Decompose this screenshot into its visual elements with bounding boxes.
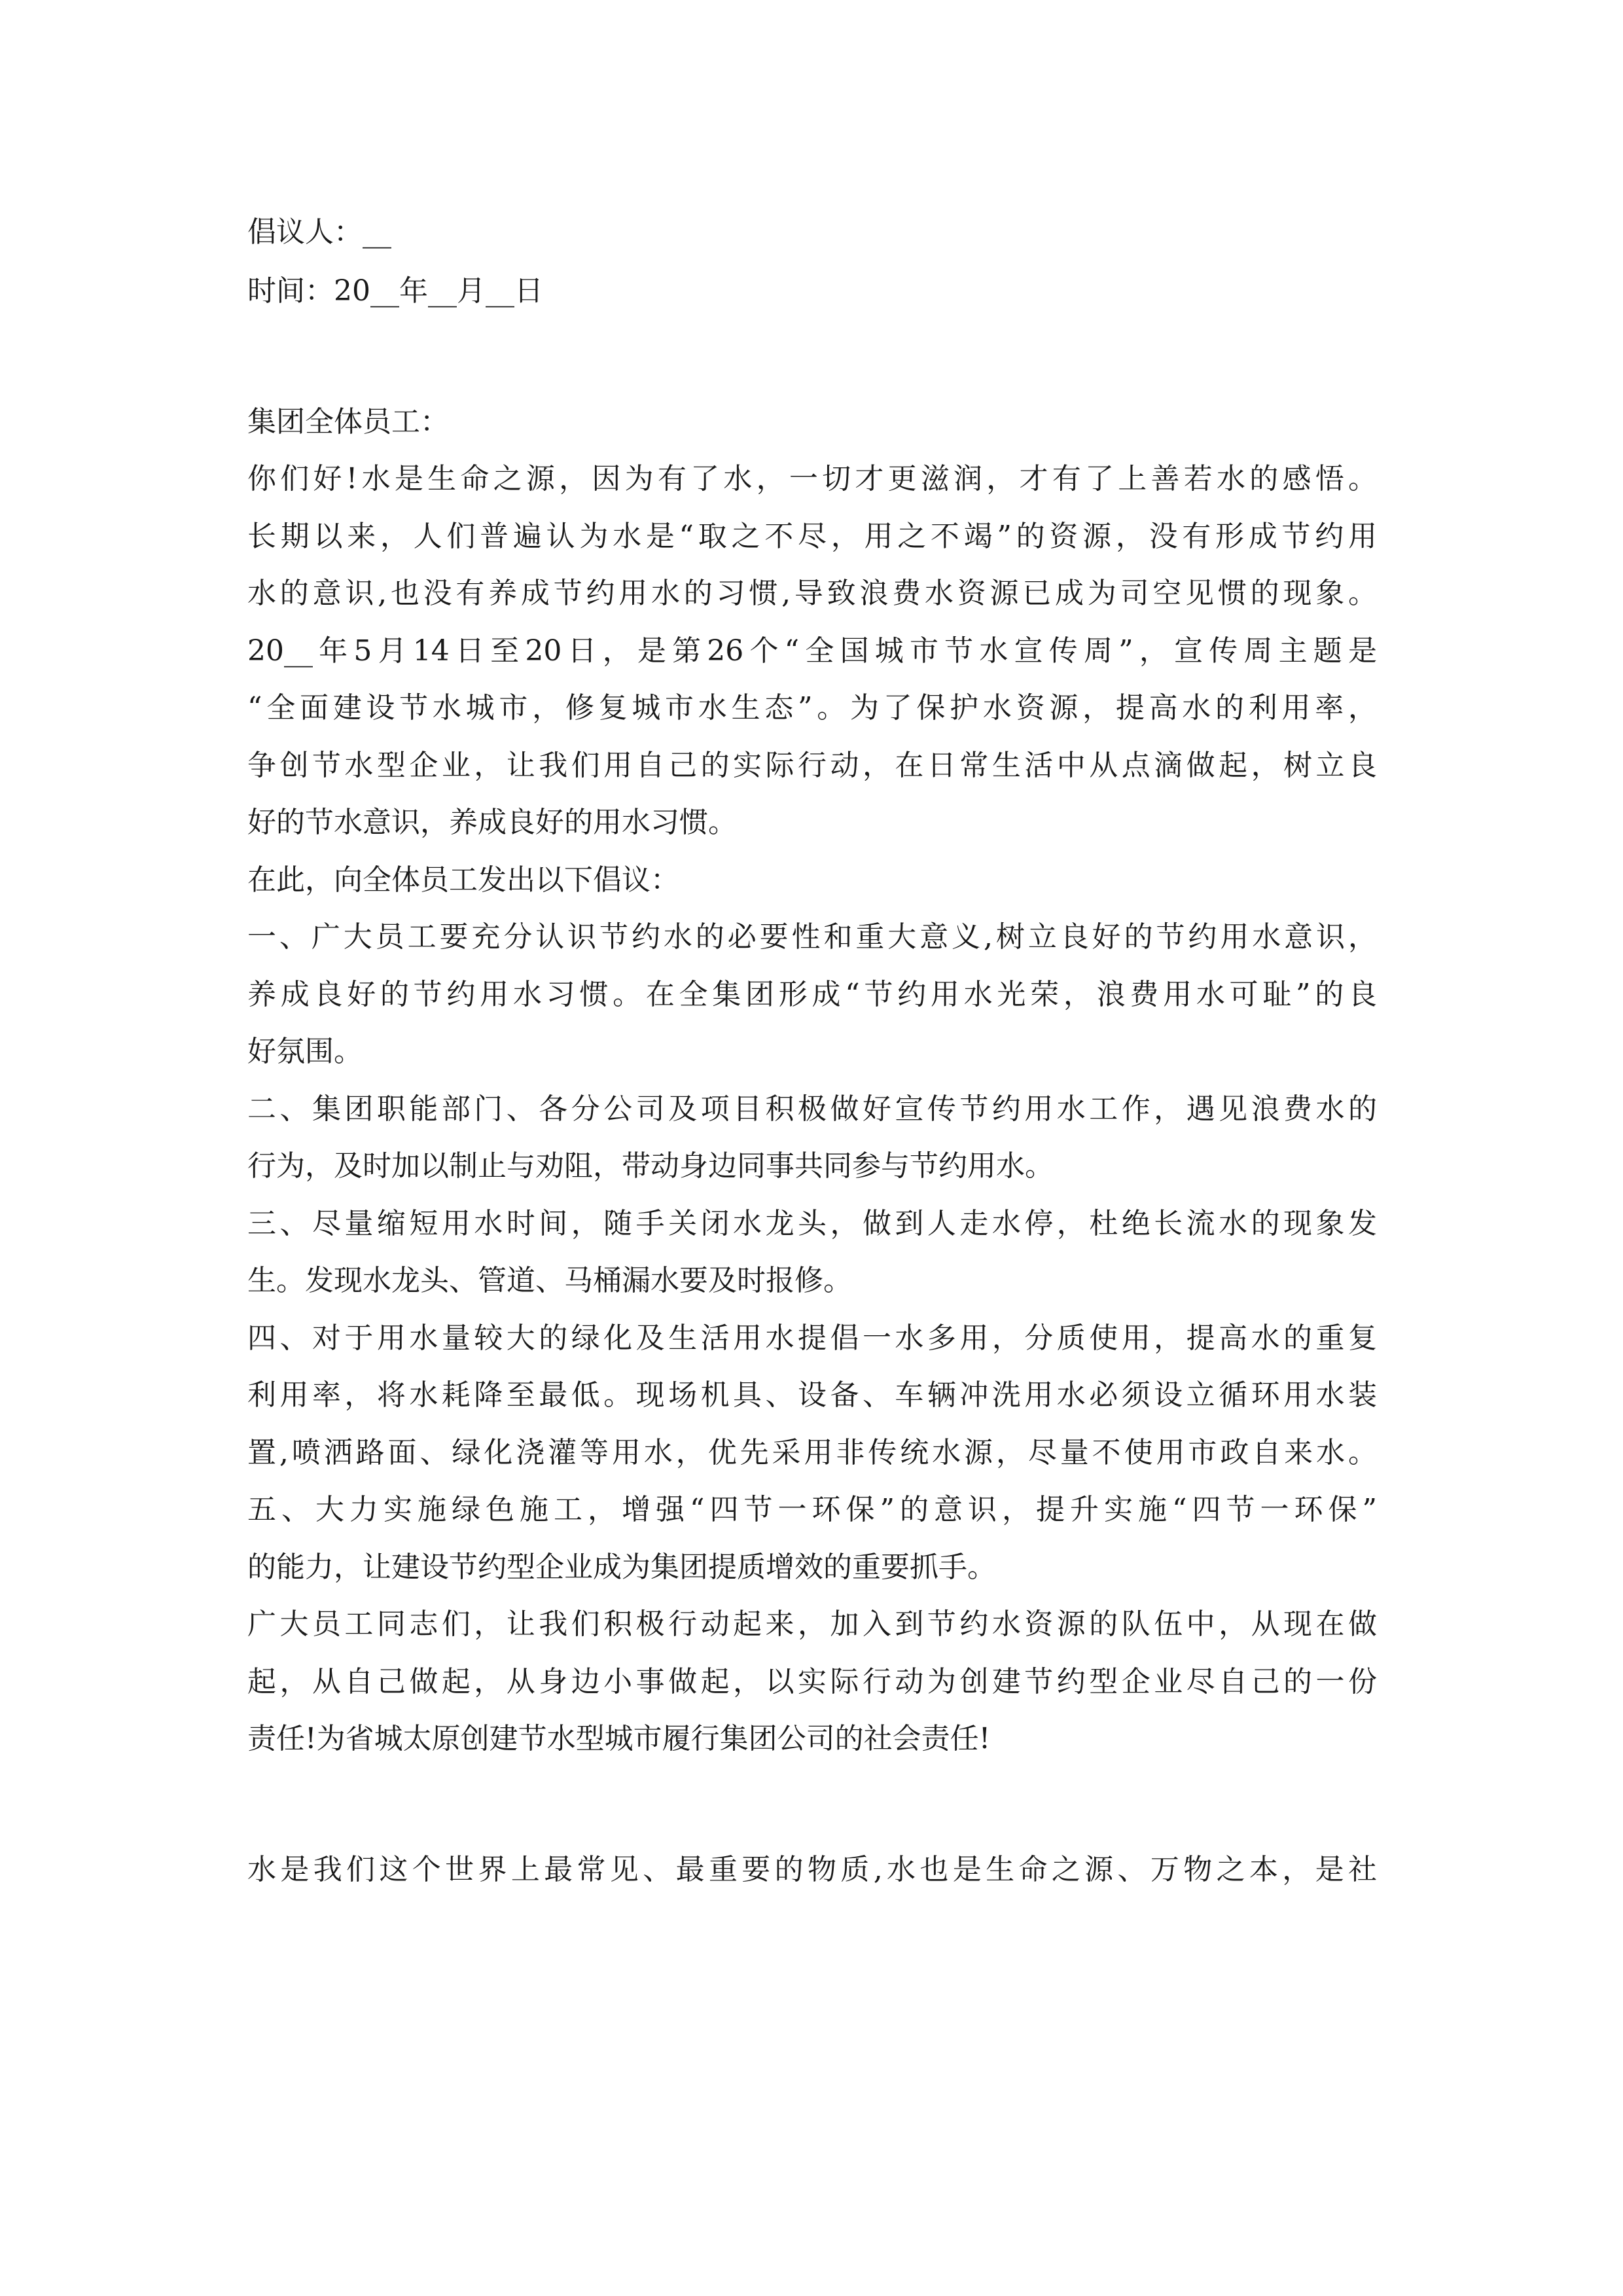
proposer-line: 倡议人：__ [247,215,391,249]
salutation: 集团全体员工： [247,405,449,439]
paragraph-line: 长期以来，人们普遍认为水是“取之不尽，用之不竭”的资源，没有形成节约用 [247,520,1377,553]
paragraph-line: 水的意识,也没有养成节约用水的习惯,导致浪费水资源已成为司空见惯的现象。 [247,577,1377,610]
paragraph-line: 好氛围。 [247,1035,363,1068]
paragraph-line: 五、大力实施绿色施工，增强“四节一环保”的意识，提升实施“四节一环保” [247,1493,1377,1526]
paragraph-line: 养成良好的节约用水习惯。在全集团形成“节约用水光荣，浪费用水可耻”的良 [247,978,1377,1011]
paragraph-line: 一、广大员工要充分认识节约水的必要性和重大意义,树立良好的节约用水意识， [247,920,1377,954]
paragraph-line: 你们好!水是生命之源，因为有了水，一切才更滋润，才有了上善若水的感悟。 [247,462,1377,495]
paragraph-line: 生。发现水龙头、管道、马桶漏水要及时报修。 [247,1264,852,1297]
paragraph-line: “全面建设节水城市，修复城市水生态”。为了保护水资源，提高水的利用率， [247,691,1377,725]
paragraph-line: 在此，向全体员工发出以下倡议： [247,863,679,897]
paragraph-line: 20__年5月14日至20日，是第26个“全国城市节水宣传周”，宣传周主题是 [247,634,1377,668]
paragraph-line: 起，从自己做起，从身边小事做起，以实际行动为创建节约型企业尽自己的一份 [247,1665,1377,1698]
paragraph-line: 二、集团职能部门、各分公司及项目积极做好宣传节约用水工作，遇见浪费水的 [247,1092,1377,1126]
paragraph-line: 行为，及时加以制止与劝阻，带动身边同事共同参与节约用水。 [247,1149,1054,1183]
paragraph-line: 广大员工同志们，让我们积极行动起来，加入到节约水资源的队伍中，从现在做 [247,1607,1377,1641]
paragraph-line: 利用率，将水耗降至最低。现场机具、设备、车辆冲洗用水必须设立循环用水装 [247,1378,1377,1412]
paragraph-line: 的能力，让建设节约型企业成为集团提质增效的重要抓手。 [247,1551,996,1584]
paragraph-line: 置,喷洒路面、绿化浇灌等用水，优先采用非传统水源，尽量不使用市政自来水。 [247,1436,1377,1469]
paragraph-line: 好的节水意识，养成良好的用水习惯。 [247,806,737,839]
paragraph-line: 四、对于用水量较大的绿化及生活用水提倡一水多用，分质使用，提高水的重复 [247,1321,1377,1355]
paragraph-line: 三、尽量缩短用水时间，随手关闭水龙头，做到人走水停，杜绝长流水的现象发 [247,1207,1377,1240]
paragraph-line: 责任!为省城太原创建节水型城市履行集团公司的社会责任! [247,1722,991,1755]
time-line: 时间：20__年__月__日 [247,274,543,308]
trailing-paragraph-line: 水是我们这个世界上最常见、最重要的物质,水也是生命之源、万物之本，是社 [247,1853,1377,1886]
paragraph-line: 争创节水型企业，让我们用自己的实际行动，在日常生活中从点滴做起，树立良 [247,749,1377,782]
